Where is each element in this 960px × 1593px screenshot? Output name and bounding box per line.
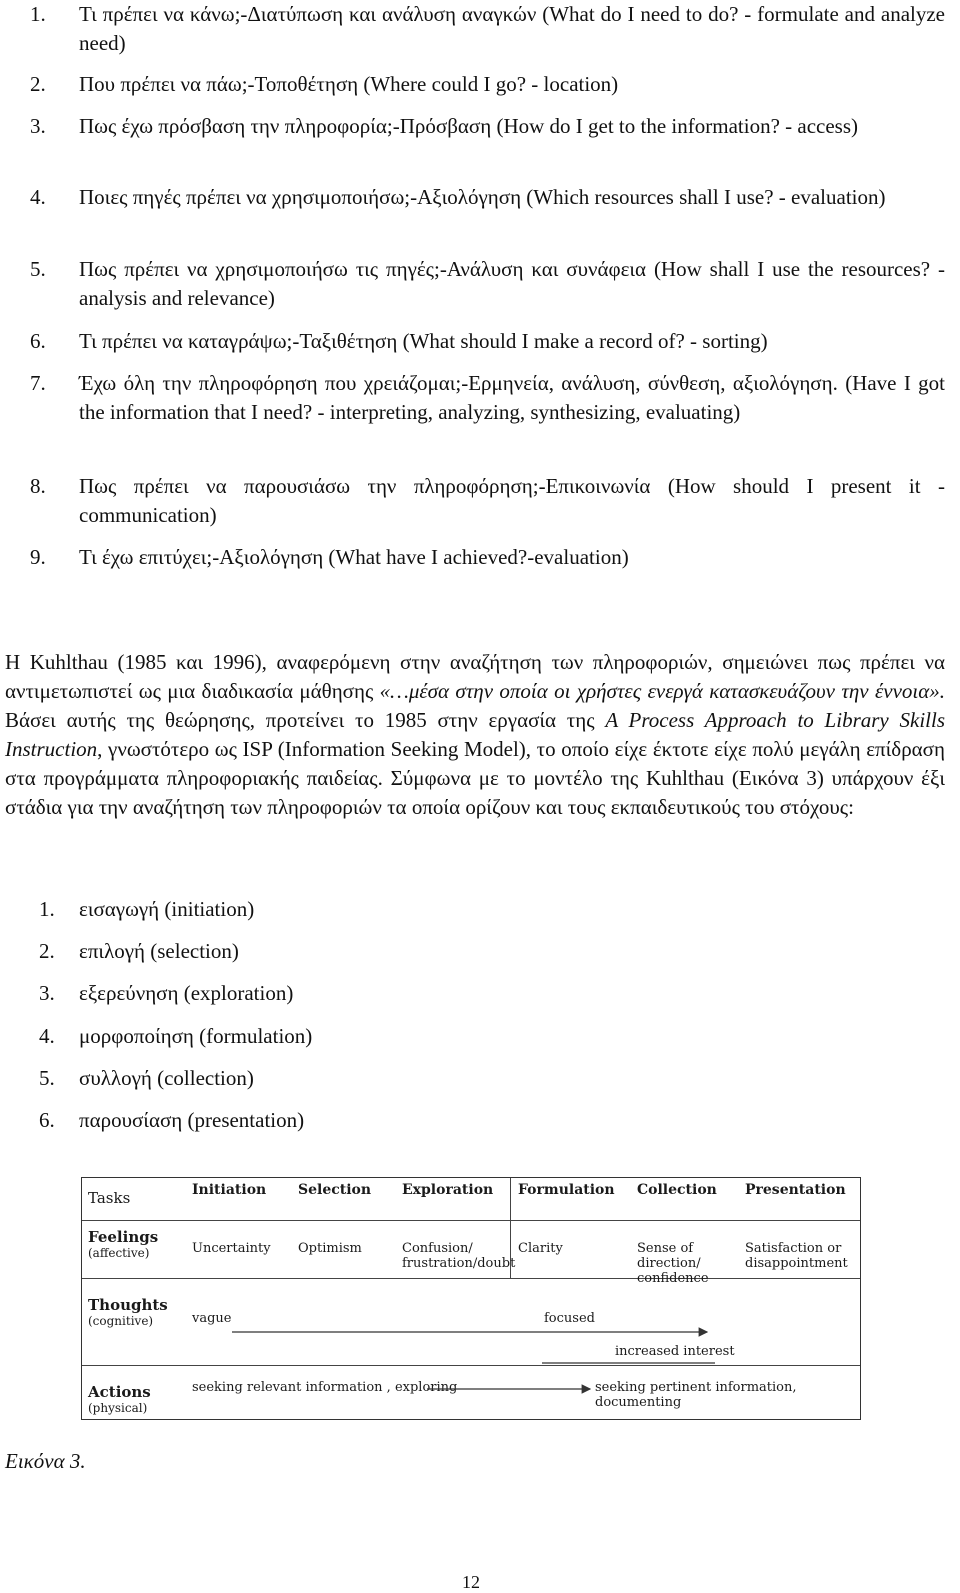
column-header: Exploration [402, 1182, 494, 1198]
thought-increased-interest: increased interest [615, 1344, 735, 1359]
thought-focused: focused [544, 1311, 595, 1326]
list-text: Ποιες πηγές πρέπει να χρησιμοποιήσω;-Αξιολόγηση (Which resources shall I use? - evaluation) [79, 185, 886, 209]
list-text: Πως πρέπει να παρουσιάσω την πληροφόρηση;-Επικοινωνία (How should I present it - communication) [79, 474, 945, 527]
list-number: 5. [30, 257, 46, 281]
feeling-cell: Uncertainty [192, 1241, 271, 1256]
feeling-cell: Satisfaction or disappointment [745, 1241, 848, 1271]
column-header: Formulation [518, 1182, 615, 1198]
kuhlthau-isp-figure [81, 1177, 861, 1420]
action-right: seeking pertinent information, documenting [595, 1380, 797, 1410]
list-text: εξερεύνηση (exploration) [79, 981, 294, 1005]
thought-vague: vague [192, 1311, 232, 1326]
list-number: 2. [30, 72, 46, 96]
list-text: εισαγωγή (initiation) [79, 897, 255, 921]
list-number: 1. [39, 897, 55, 921]
tasks-label: Tasks [88, 1189, 131, 1207]
action-left: seeking relevant information , exploring [192, 1380, 458, 1395]
page-number: 12 [462, 1572, 480, 1592]
column-header: Selection [298, 1182, 372, 1198]
row-label: Feelings [88, 1228, 159, 1246]
list-text: Που πρέπει να πάω;-Τοποθέτηση (Where could I go? - location) [79, 72, 619, 96]
list-text: Πως έχω πρόσβαση την πληροφορία;-Πρόσβαση (How do I get to the information? - access) [79, 114, 858, 138]
list-number: 5. [39, 1066, 55, 1090]
list-number: 3. [30, 114, 46, 138]
row-sublabel: (affective) [88, 1246, 150, 1260]
body-paragraph [5, 648, 945, 822]
paragraph-quote: «…μέσα στην οποία οι χρήστες ενεργά κατασκευάζουν την έννοια». [379, 679, 945, 703]
row-label: Actions [88, 1383, 151, 1401]
feeling-cell: Optimism [298, 1241, 362, 1256]
list-number: 9. [30, 545, 46, 569]
paragraph-work-title: A Process Approach to Library Skills Instruction [5, 708, 946, 761]
row-sublabel: (physical) [88, 1401, 148, 1415]
list-number: 2. [39, 939, 55, 963]
list-text: Πως πρέπει να χρησιμοποιήσω τις πηγές;-Ανάλυση και συνάφεια (How shall I use the resources? - analysis and relevance) [79, 257, 945, 310]
feeling-cell: Clarity [518, 1241, 563, 1256]
figure-arrows [82, 1178, 862, 1421]
feeling-cell: Sense of direction/ confidence [637, 1241, 709, 1286]
list-text: συλλογή (collection) [79, 1066, 254, 1090]
list-text: μορφοποίηση (formulation) [79, 1024, 313, 1048]
list-number: 6. [30, 329, 46, 353]
list-text: Έχω όλη την πληροφόρηση που χρειάζομαι;-Ερμηνεία, ανάλυση, σύνθεση, αξιολόγηση. (Have I got the information that I need? - interpreting, analyzing, synthesizing, evaluating) [79, 371, 945, 424]
list-text: επιλογή (selection) [79, 939, 239, 963]
feeling-cell: Confusion/ frustration/doubt [402, 1241, 516, 1271]
list-number: 8. [30, 474, 46, 498]
list-number: 3. [39, 981, 55, 1005]
list-number: 4. [39, 1024, 55, 1048]
row-sublabel: (cognitive) [88, 1314, 154, 1328]
list-text: Τι πρέπει να κάνω;-Διατύπωση και ανάλυση αναγκών (What do I need to do? - formulate and analyze need) [79, 2, 945, 55]
column-header: Initiation [192, 1182, 267, 1198]
column-header: Collection [637, 1182, 717, 1198]
row-label: Thoughts [88, 1296, 168, 1314]
list-number: 1. [30, 2, 46, 26]
paragraph-text: Η Kuhlthau (1985 και 1996), αναφερόμενη στην αναζήτηση των πληροφοριών, σημειώνει πως πρέπει να αντιμετωπιστεί ως μια διαδικασία μάθησης [5, 650, 945, 703]
list-text: Τι πρέπει να καταγράψω;-Ταξιθέτηση (What should I make a record of? - sorting) [79, 329, 768, 353]
paragraph-text: , γνωστότερο ως ISP (Information Seeking Model), το οποίο είχε έκτοτε είχε πολύ μεγάλη επίδραση στα προγράμματα πληροφοριακής παιδείας. Σύμφωνα με το μοντέλο της Kuhlthau (Εικόνα 3) υπάρχουν έξι στάδια για την αναζήτηση των πληροφοριών τα οποία ορίζουν και τους εκπαιδευτικούς του στόχους: [5, 737, 945, 819]
list-number: 7. [30, 371, 46, 395]
list-text: παρουσίαση (presentation) [79, 1108, 305, 1132]
list-text: Τι έχω επιτύχει;-Αξιολόγηση (What have I achieved?-evaluation) [79, 545, 629, 569]
column-header: Presentation [745, 1182, 846, 1198]
list-number: 6. [39, 1108, 55, 1132]
figure-caption: Εικόνα 3. [5, 1449, 86, 1473]
paragraph-text: Βάσει αυτής της θεώρησης, προτείνει το 1985 στην εργασία της [5, 708, 606, 732]
list-number: 4. [30, 185, 46, 209]
